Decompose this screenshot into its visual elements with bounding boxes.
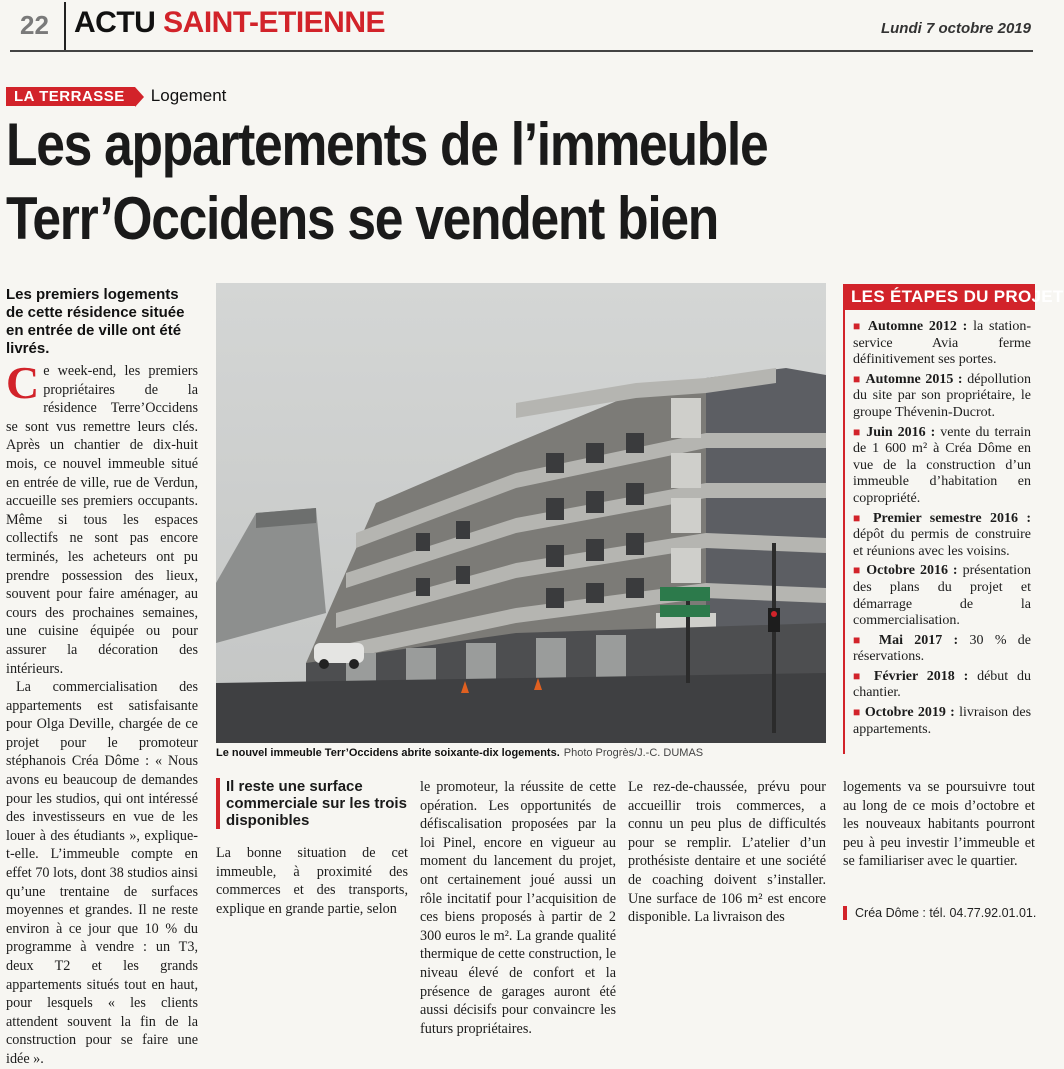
project-steps-box [843,284,1064,754]
box-steps [845,310,1035,738]
headline [6,108,1036,256]
bullet-icon: ■ [853,424,867,439]
drop-cap: C [6,357,40,408]
step-item: ■ Mai 2017 : 30 % de réservations. [853,632,1032,665]
article-column-5 [843,778,1035,898]
section-city: SAINT-ETIENNE [163,6,386,39]
caption-text: Le nouvel immeuble Terr’Occidens abrite soixante-dix logements. [216,747,560,759]
paragraph-3-cont: le promoteur, la réussite de cette opération. Les opportunités de défiscalisation proposées par la loi Pinel, encore en vigueur au moment du lancement du projet, ont certainement joué aussi un rôle incitatif pour l’acquisition de ces biens proposés à partir de 2 300 euros le m². La grande qualité thermique de cette construction, le niveau élevé de confort et la présence de garages auront été aussi décisifs pour convaincre les futurs propriétaires. [420,779,616,1037]
article-column-1 [6,357,198,1067]
article-subhead: Il reste une surface commerciale sur les trois disponibles [216,778,408,829]
bullet-icon: ■ [853,371,866,386]
page-header [0,0,1043,52]
bullet-icon: ■ [853,668,874,683]
step-item: ■ Automne 2012 : la station-service Avia ferme définitivement ses portes. [853,319,1031,368]
article-column-4 [628,778,826,933]
step-item: ■ Premier semestre 2016 : dépôt du permis de construire et réunions avec les voisins. [853,510,1031,559]
bullet-icon: ■ [853,319,868,333]
section-title [74,6,385,40]
building-illustration [216,283,826,743]
lead-paragraph: Les premiers logements de cette résidence située en entrée de ville ont été livrés. [6,286,185,357]
step-item: ■ Octobre 2016 : présentation des plans du projet et démarrage de la commercialisation. [853,563,1032,629]
headline-line-2: Terr’Occidens se vendent bien [6,185,718,252]
bullet-icon: ■ [853,705,865,720]
step-item: ■ Février 2018 : début du chantier. [853,668,1032,701]
box-title: LES ÉTAPES DU PROJET [845,284,1035,310]
kicker [6,86,226,106]
step-item: ■ Octobre 2019 : livraison des appartements. [853,705,1032,737]
article-column-3 [420,778,616,1037]
bullet-icon: ■ [853,632,879,647]
header-rule [10,50,1033,52]
paragraph-1 [6,357,198,678]
paragraph-3-start: La bonne situation de cet immeuble, à proximité des commerces et des transports, explique en grande partie, selon [216,845,408,917]
photo-credit: Photo Progrès/J.-C. DUMAS [563,747,704,759]
step-item: ■ Automne 2015 : dépollution du site par son propriétaire, le groupe Thévenin-Ducrot. [853,371,1032,420]
header-divider [64,2,66,50]
step-item: ■ Juin 2016 : vente du terrain de 1 600 m² à Créa Dôme en vue de la construction d’un immeuble d’habitation en copropriété. [853,424,1032,506]
bullet-icon: ■ [853,563,867,578]
paragraph-4-cont: logements va se poursuivre tout au long de ce mois d’octobre et les nouveaux habitants pourront peu à peu investir l’immeuble et se familiariser avec le quartier. [843,779,1035,870]
bullet-icon: ■ [853,510,873,525]
building-photo [216,283,826,743]
photo-caption [216,747,826,759]
kicker-category: Logement [150,86,227,105]
paragraph-1-text: e week-end, les premiers propriétaires de la résidence Terre’Occidens se sont vus remettre leurs clés. Après un chantier de dix-huit mois, ce nouvel immeuble situé en entrée de ville, rue de Verdun, accueille ses premiers occupants. Même si tous les espaces collectifs ne sont pas encore terminés, les acheteurs ont pu prendre possession des lieux, souvent pour faire aménager, au cours des prochaines semaines, une cuisine équipée ou pour assurer la décoration des intérieurs. [6,363,198,677]
issue-date: Lundi 7 octobre 2019 [880,20,1031,37]
paragraph-4-start: Le rez-de-chaussée, prévu pour accueillir trois commerces, a connu un peu plus de difficultés pour se remplir. L’atelier d’un prothésiste dentaire et une société de coaching doivent s’installer. Une surface de 106 m² est encore disponible. La livraison des [628,779,826,926]
kicker-tag: LA TERRASSE [6,87,135,106]
section-prefix: ACTU [74,6,156,39]
headline-line-1: Les appartements de l’immeuble [6,111,768,178]
page-number: 22 [20,10,49,40]
contact-info: Créa Dôme : tél. 04.77.92.01.01. [843,906,1036,920]
article-column-2 [216,844,408,934]
paragraph-2: La commercialisation des appartements est satisfaisante pour Olga Deville, chargée de ce projet pour le promoteur stéphanois Créa Dôme : « Nous avons eu beaucoup de demandes pour les studios, qui ont intéressé des investisseurs en vue de les louer à des étudiants », explique-t-elle. L’immeuble compte en effet 70 lots, dont 38 studios ainsi qu’une trentaine de surfaces moyennes et grandes. Il ne reste environ à ce jour que 10 % du programme à vendre : un T3, deux T2 et les grands appartements situés tout en haut, pour lesquels « les clients attendent souvent la fin de la construction pour se faire une idée ». [6,679,198,1067]
